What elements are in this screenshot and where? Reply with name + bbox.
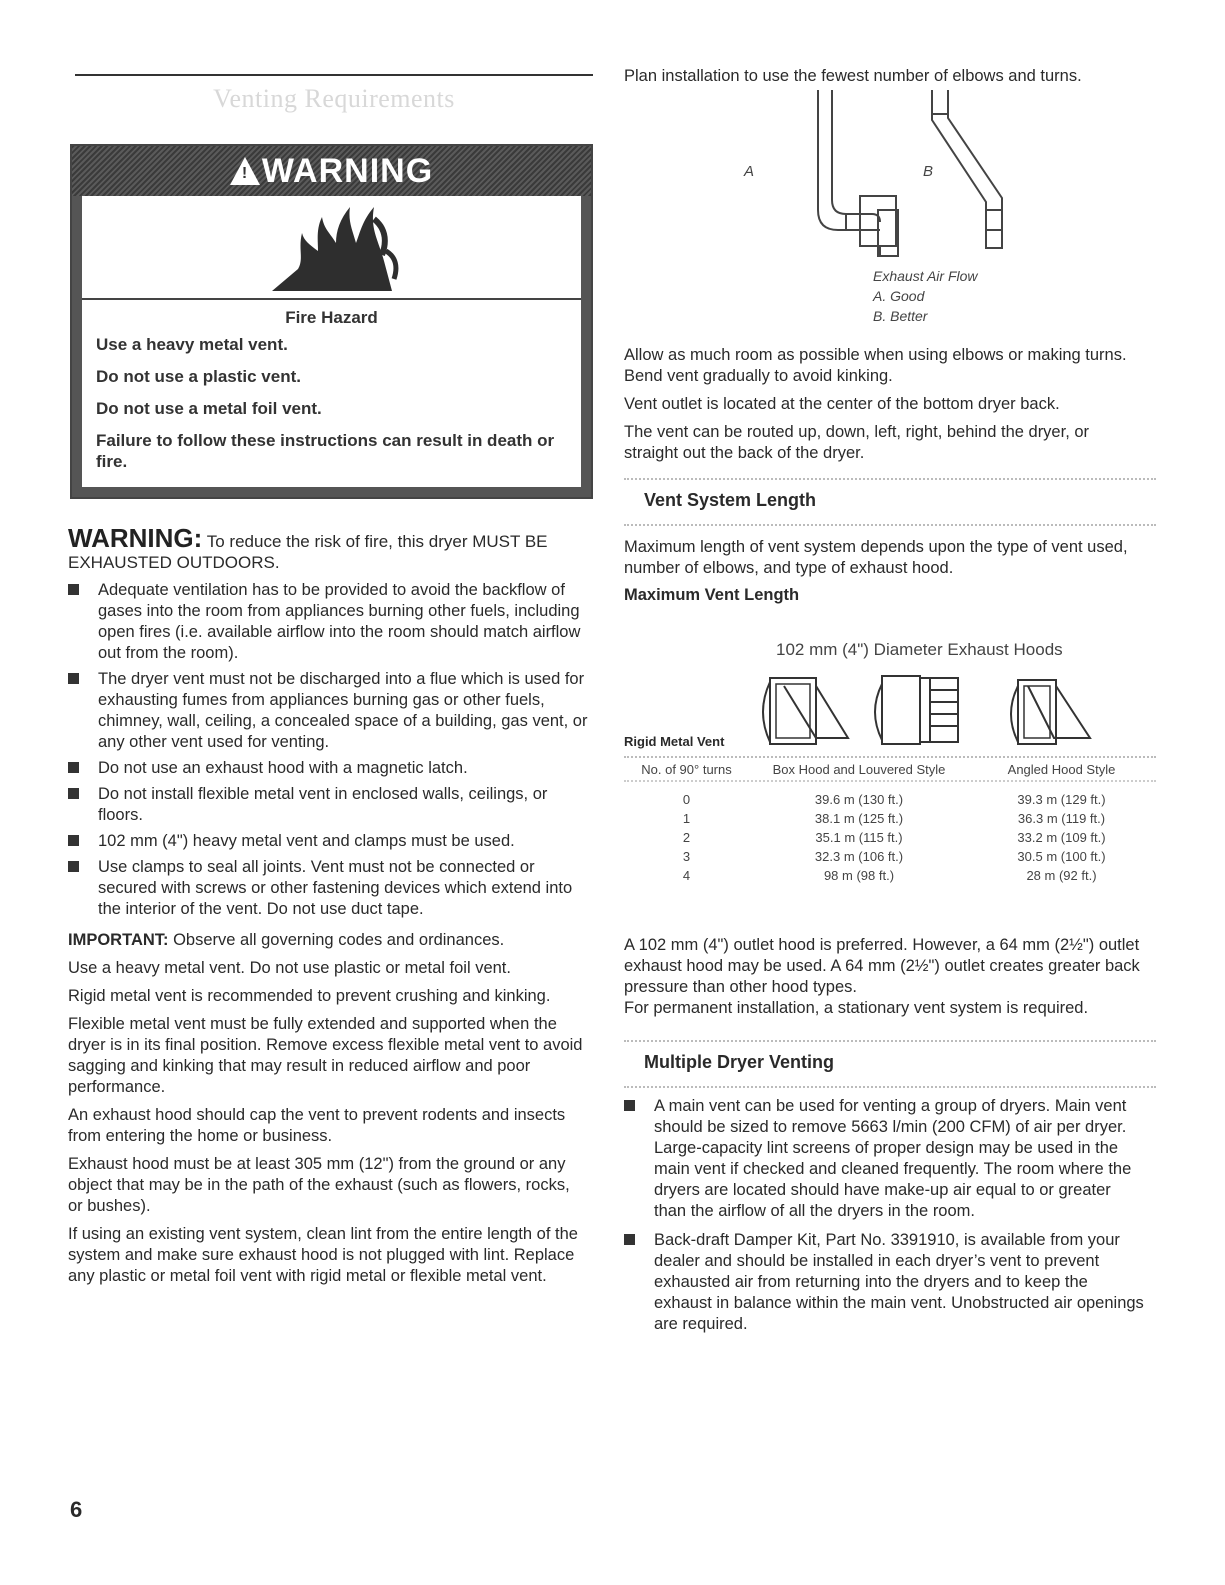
caption-title: Exhaust Air Flow xyxy=(873,268,978,284)
paragraph: Use a heavy metal vent. Do not use plastic or metal foil vent. xyxy=(68,959,511,977)
warning-lead-text-2: EXHAUSTED OUTDOORS. xyxy=(68,553,280,572)
angled-hood-icon xyxy=(1011,680,1090,744)
warning-lead xyxy=(68,523,598,573)
exhaust-hoods-illustration xyxy=(756,672,1106,754)
table-cell: 1 xyxy=(682,811,691,826)
hoods-title: 102 mm (4") Diameter Exhaust Hoods xyxy=(776,640,1063,659)
section-heading: Multiple Dryer Venting xyxy=(644,1052,835,1072)
vent-length-table xyxy=(624,756,1156,885)
table-header xyxy=(624,758,1156,782)
vent-system-length-header xyxy=(624,478,1156,526)
table-row xyxy=(624,790,1156,809)
diagram-caption xyxy=(873,266,978,326)
table-cell: 4 xyxy=(682,868,691,883)
table-body xyxy=(624,782,1156,885)
left-paragraphs xyxy=(68,930,588,1294)
table-cell: 35.1 m (115 ft.) xyxy=(815,830,903,845)
paragraph: Flexible metal vent must be fully extended and supported when the dryer is in its final position. Remove excess flexible metal vent to avoid sagging and kinking that may result in reduced airflow and poor performance. xyxy=(68,1015,583,1096)
table-cell: 0 xyxy=(682,792,691,807)
warning-lead-text: To reduce the risk of fire, this dryer MUST BE xyxy=(202,532,548,551)
paragraph: If using an existing vent system, clean lint from the entire length of the system and make sure exhaust hood is not plugged with lint. Replace any plastic or metal foil vent with rigid metal or flexible metal vent. xyxy=(68,1225,578,1285)
hazard-lines xyxy=(82,328,581,472)
fire-hazard-icon xyxy=(252,199,412,295)
top-rule xyxy=(75,74,593,76)
list-item: Do not install flexible metal vent in enclosed walls, ceilings, or floors. xyxy=(68,784,588,826)
paragraph: Vent outlet is located at the center of the bottom dryer back. xyxy=(624,395,1060,413)
paragraph: For permanent installation, a stationary vent system is required. xyxy=(624,999,1089,1017)
table-cell: 38.1 m (125 ft.) xyxy=(814,811,904,826)
list-item: Back-draft Damper Kit, Part No. 3391910, is available from your dealer and should be installed in each dryer’s vent to prevent exhausted air from returning into the dryers and to keep the exhaust in balance within the main vent. Unobstructed air openings are required. xyxy=(624,1230,1144,1335)
flame-area xyxy=(82,196,581,300)
table-row xyxy=(624,828,1156,847)
important-label: IMPORTANT: xyxy=(68,931,169,949)
hazard-line: Use a heavy metal vent. xyxy=(96,335,288,354)
warning-triangle-icon xyxy=(230,157,260,185)
outlet-hood-paragraphs xyxy=(624,935,1144,1026)
list-item: A main vent can be used for venting a group of dryers. Main vent should be sized to remove 5663 l/min (200 CFM) of air per dryer. Large-capacity lint screens of proper design may be used in the main vent if checked and cleaned frequently. The room where the dryers are located should have make-up air equal to or greater than the airflow of all the dryers in the room. xyxy=(624,1096,1144,1222)
max-vent-length-subtitle: Maximum Vent Length xyxy=(624,586,800,604)
important-text: Observe all governing codes and ordinances. xyxy=(168,931,505,949)
section-title: Venting Requirements xyxy=(213,84,455,113)
plan-text: Plan installation to use the fewest number of elbows and turns. xyxy=(624,67,1082,85)
paragraph: A 102 mm (4") outlet hood is preferred. However, a 64 mm (2½") outlet exhaust hood may be used. A 64 mm (2½") outlet creates greater back pressure than other hood types. xyxy=(624,936,1140,996)
routing-paragraphs xyxy=(624,345,1134,471)
table-cell: 3 xyxy=(682,849,691,864)
warning-body xyxy=(72,196,591,497)
table-cell: 39.3 m (129 ft.) xyxy=(1017,792,1106,807)
rigid-metal-vent-label: Rigid Metal Vent xyxy=(624,734,725,749)
table-cell: 39.6 m (130 ft.) xyxy=(814,792,904,807)
paragraph: Allow as much room as possible when using elbows or making turns. Bend vent gradually to avoid kinking. xyxy=(624,346,1127,385)
hazard-title: Fire Hazard xyxy=(285,308,378,327)
table-row xyxy=(624,866,1156,885)
caption-b: B. Better xyxy=(873,308,928,324)
multiple-dryer-venting-header xyxy=(624,1040,1156,1088)
page-number: 6 xyxy=(70,1497,83,1522)
table-cell: 2 xyxy=(682,830,691,845)
section-heading: Vent System Length xyxy=(644,490,817,510)
paragraph: The vent can be routed up, down, left, right, behind the dryer, or straight out the back of the dryer. xyxy=(624,423,1090,462)
list-item: 102 mm (4") heavy metal vent and clamps must be used. xyxy=(68,831,588,852)
list-item: The dryer vent must not be discharged into a flue which is used for exhausting fumes from appliances burning gas or other fuels, chimney, wall, ceiling, a concealed space of a building, gas vent, or any other vent used for venting. xyxy=(68,669,588,753)
table-cell: 28 m (92 ft.) xyxy=(1026,868,1097,883)
warning-header xyxy=(72,146,591,196)
column-header: No. of 90° turns xyxy=(641,761,732,777)
table-cell: 30.5 m (100 ft.) xyxy=(1017,849,1106,864)
table-cell: 33.2 m (109 ft.) xyxy=(1017,830,1106,845)
column-header: Angled Hood Style xyxy=(1007,761,1116,777)
column-header: Box Hood and Louvered Style xyxy=(772,761,946,777)
table-cell: 32.3 m (106 ft.) xyxy=(814,849,904,864)
table-cell: 98 m (98 ft.) xyxy=(823,868,895,883)
paragraph: An exhaust hood should cap the vent to prevent rodents and insects from entering the home or business. xyxy=(68,1106,566,1145)
paragraph: Exhaust hood must be at least 305 mm (12") from the ground or any object that may be in the path of the exhaust (such as flowers, rocks, or bushes). xyxy=(68,1155,570,1215)
diagram-label-a: A xyxy=(744,163,755,180)
paragraph: Rigid metal vent is recommended to prevent crushing and kinking. xyxy=(68,987,551,1005)
box-hood-icon xyxy=(763,678,848,744)
louvered-hood-icon xyxy=(875,676,958,744)
paragraph: Maximum length of vent system depends upon the type of vent used, number of elbows, and type of exhaust hood. xyxy=(624,538,1128,577)
warning-box xyxy=(70,144,593,499)
hazard-line: Failure to follow these instructions can result in death or fire. xyxy=(96,431,555,471)
left-bullet-list xyxy=(68,580,588,925)
multiple-dryer-bullets xyxy=(624,1096,1144,1340)
diagram-label-b: B xyxy=(923,163,934,180)
table-row xyxy=(624,809,1156,828)
warning-heading: WARNING xyxy=(261,151,434,190)
caption-a: A. Good xyxy=(873,288,925,304)
hazard-line: Do not use a plastic vent. xyxy=(96,367,301,386)
list-item: Adequate ventilation has to be provided to avoid the backflow of gases into the room from appliances burning other fuels, including open fires (i.e. available airflow into the room should match airflow out from the room). xyxy=(68,580,588,664)
warning-lead-label: WARNING: xyxy=(68,523,203,553)
list-item: Do not use an exhaust hood with a magnetic latch. xyxy=(68,758,588,779)
vent-length-intro xyxy=(624,537,1144,605)
table-cell: 36.3 m (119 ft.) xyxy=(1017,811,1106,826)
hazard-line: Do not use a metal foil vent. xyxy=(96,399,322,418)
table-row xyxy=(624,847,1156,866)
list-item: Use clamps to seal all joints. Vent must not be connected or secured with screws or other fastening devices which extend into the interior of the vent. Do not use duct tape. xyxy=(68,857,588,920)
important-note xyxy=(68,930,588,951)
